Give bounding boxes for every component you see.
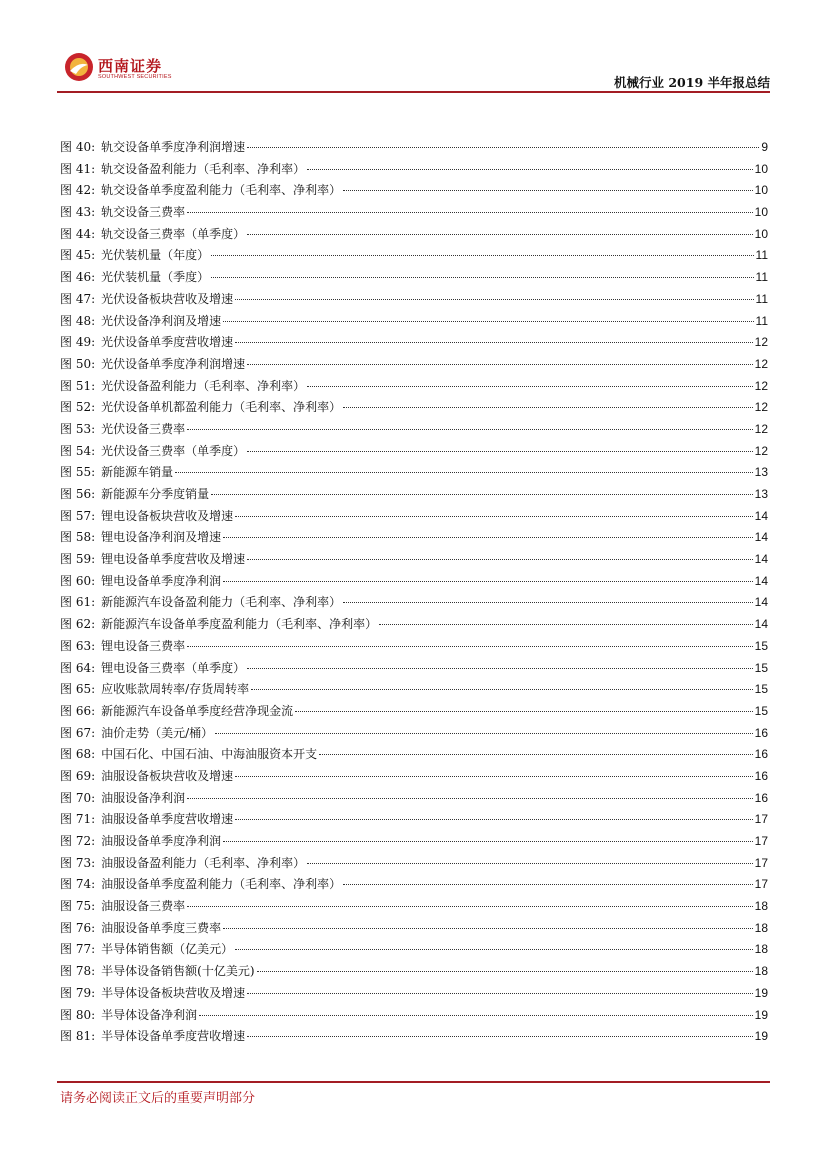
page-number: 14 bbox=[754, 530, 768, 545]
page-number: 18 bbox=[754, 942, 768, 957]
page-number: 12 bbox=[754, 356, 768, 371]
figure-number: 图 66: bbox=[60, 703, 96, 718]
figure-title: 半导体销售额（亿美元） bbox=[101, 942, 234, 957]
toc-entry[interactable] bbox=[60, 463, 768, 485]
figure-number: 图 54: bbox=[60, 443, 96, 458]
page-number: 13 bbox=[754, 487, 768, 501]
toc-entry[interactable] bbox=[60, 702, 768, 724]
figure-title: 光伏设备盈利能力（毛利率、净利率） bbox=[101, 378, 306, 393]
toc-entry[interactable] bbox=[60, 528, 768, 550]
dot-leader bbox=[247, 1036, 752, 1037]
figure-number: 图 61: bbox=[60, 595, 96, 610]
figure-number: 图 63: bbox=[60, 638, 96, 653]
dot-leader bbox=[247, 451, 752, 452]
figure-title: 油服设备单季度盈利能力（毛利率、净利率） bbox=[101, 877, 342, 892]
figure-title: 轨交设备单季度盈利能力（毛利率、净利率） bbox=[101, 183, 342, 198]
page-number: 15 bbox=[754, 638, 768, 653]
toc-entry[interactable] bbox=[60, 355, 768, 377]
page-number: 14 bbox=[754, 573, 768, 588]
page-number: 12 bbox=[754, 378, 768, 393]
figure-number: 图 67: bbox=[60, 725, 96, 740]
toc-entry[interactable] bbox=[60, 268, 768, 290]
dot-leader bbox=[187, 429, 752, 430]
toc-entry[interactable] bbox=[60, 1027, 768, 1049]
dot-leader bbox=[199, 1015, 752, 1016]
toc-entry[interactable] bbox=[60, 442, 768, 464]
figure-title: 油服设备盈利能力（毛利率、净利率） bbox=[101, 855, 306, 870]
page-number: 14 bbox=[754, 552, 768, 567]
page-number: 18 bbox=[754, 899, 768, 914]
page-number: 11 bbox=[755, 248, 768, 263]
page-number: 16 bbox=[754, 725, 768, 740]
page-number: 17 bbox=[754, 812, 768, 827]
page-number: 17 bbox=[754, 855, 768, 870]
figure-title: 光伏设备单机都盈利能力（毛利率、净利率） bbox=[101, 400, 342, 415]
figure-number: 图 58: bbox=[60, 530, 96, 545]
dot-leader bbox=[187, 906, 752, 907]
figure-title: 半导体设备单季度营收增速 bbox=[101, 1029, 246, 1044]
figure-number: 图 57: bbox=[60, 508, 96, 523]
figure-title: 中国石化、中国石油、中海油服资本开支 bbox=[101, 747, 318, 762]
toc-entry[interactable] bbox=[60, 810, 768, 832]
figure-title: 光伏装机量（年度） bbox=[101, 248, 210, 263]
page-number: 13 bbox=[754, 465, 768, 480]
company-logo bbox=[64, 50, 204, 86]
dot-leader bbox=[307, 169, 752, 170]
toc-entry[interactable] bbox=[60, 767, 768, 789]
toc-entry[interactable] bbox=[60, 1006, 768, 1028]
page-number: 14 bbox=[754, 508, 768, 523]
figure-title: 半导体设备销售额(十亿美元) bbox=[101, 964, 255, 979]
toc-entry[interactable] bbox=[60, 225, 768, 247]
toc-entry[interactable] bbox=[60, 984, 768, 1006]
dot-leader bbox=[211, 277, 753, 278]
figure-number: 图 68: bbox=[60, 747, 96, 762]
dot-leader bbox=[247, 993, 752, 994]
toc-entry[interactable] bbox=[60, 680, 768, 702]
toc-entry[interactable] bbox=[60, 507, 768, 529]
figure-number: 图 60: bbox=[60, 573, 96, 588]
figure-title: 光伏装机量（季度） bbox=[101, 270, 210, 285]
figure-number: 图 80: bbox=[60, 1007, 96, 1022]
figure-number: 图 44: bbox=[60, 226, 96, 241]
dot-leader bbox=[235, 516, 752, 517]
figure-title: 光伏设备板块营收及增速 bbox=[101, 291, 234, 306]
figure-number: 图 78: bbox=[60, 964, 96, 979]
dot-leader bbox=[215, 733, 752, 734]
toc-entry[interactable] bbox=[60, 940, 768, 962]
figure-number: 图 56: bbox=[60, 487, 96, 501]
dot-leader bbox=[247, 147, 759, 148]
page-number: 11 bbox=[755, 313, 768, 328]
footer-disclaimer: 请务必阅读正文后的重要声明部分 bbox=[60, 1091, 256, 1106]
toc-entry[interactable] bbox=[60, 659, 768, 681]
page-number: 17 bbox=[754, 834, 768, 848]
dot-leader bbox=[295, 711, 752, 712]
figure-title: 轨交设备盈利能力（毛利率、净利率） bbox=[101, 161, 306, 176]
figure-number: 图 62: bbox=[60, 617, 96, 632]
figure-title: 油服设备板块营收及增速 bbox=[101, 768, 234, 783]
page-number: 10 bbox=[754, 205, 768, 220]
toc-entry[interactable] bbox=[60, 246, 768, 268]
toc-entry[interactable] bbox=[60, 550, 768, 572]
toc-entry[interactable] bbox=[60, 485, 768, 507]
figure-title: 锂电设备单季度净利润 bbox=[101, 573, 222, 588]
figure-number: 图 50: bbox=[60, 356, 96, 371]
figure-title: 轨交设备三费率（单季度） bbox=[101, 226, 246, 241]
footer-divider bbox=[57, 1081, 770, 1083]
figure-number: 图 72: bbox=[60, 834, 96, 848]
page-number: 19 bbox=[754, 985, 768, 1000]
toc-entry[interactable] bbox=[60, 203, 768, 225]
figure-list bbox=[60, 138, 768, 1049]
dot-leader bbox=[223, 321, 753, 322]
page-header bbox=[0, 0, 827, 95]
dot-leader bbox=[235, 819, 752, 820]
figure-title: 锂电设备板块营收及增速 bbox=[101, 508, 234, 523]
figure-title: 油服设备三费率 bbox=[101, 899, 186, 914]
figure-number: 图 45: bbox=[60, 248, 96, 263]
page-number: 9 bbox=[761, 140, 768, 154]
figure-title: 光伏设备单季度营收增速 bbox=[101, 335, 234, 350]
dot-leader bbox=[247, 559, 752, 560]
figure-title: 新能源汽车设备单季度盈利能力（毛利率、净利率） bbox=[101, 617, 378, 632]
figure-number: 图 47: bbox=[60, 291, 96, 306]
figure-number: 图 69: bbox=[60, 768, 96, 783]
figure-number: 图 51: bbox=[60, 378, 96, 393]
page-number: 10 bbox=[754, 183, 768, 198]
dot-leader bbox=[235, 299, 753, 300]
dot-leader bbox=[235, 949, 752, 950]
page-number: 18 bbox=[754, 964, 768, 979]
page-number: 14 bbox=[754, 617, 768, 632]
figure-number: 图 74: bbox=[60, 877, 96, 892]
figure-title: 新能源车销量 bbox=[101, 465, 174, 480]
dot-leader bbox=[187, 646, 752, 647]
toc-entry[interactable] bbox=[60, 138, 768, 160]
figure-title: 油服设备净利润 bbox=[101, 790, 186, 805]
dot-leader bbox=[187, 798, 752, 799]
dot-leader bbox=[343, 602, 752, 603]
dot-leader bbox=[211, 255, 753, 256]
figure-number: 图 70: bbox=[60, 790, 96, 805]
figure-title: 半导体设备净利润 bbox=[101, 1007, 198, 1022]
toc-entry[interactable] bbox=[60, 832, 768, 854]
figure-number: 图 52: bbox=[60, 400, 96, 415]
toc-entry[interactable] bbox=[60, 572, 768, 594]
page-number: 16 bbox=[754, 790, 768, 805]
dot-leader bbox=[251, 689, 752, 690]
report-title: 机械行业 2019 半年报总结 bbox=[614, 75, 770, 90]
page-number: 12 bbox=[754, 421, 768, 436]
header-divider bbox=[57, 91, 770, 93]
dot-leader bbox=[343, 407, 752, 408]
page-number: 11 bbox=[755, 270, 768, 285]
dot-leader bbox=[247, 668, 752, 669]
page-number: 15 bbox=[754, 660, 768, 675]
figure-title: 锂电设备三费率（单季度） bbox=[101, 660, 246, 675]
dot-leader bbox=[223, 537, 752, 538]
dot-leader bbox=[247, 234, 752, 235]
figure-number: 图 53: bbox=[60, 421, 96, 436]
page-number: 12 bbox=[754, 400, 768, 415]
figure-number: 图 64: bbox=[60, 660, 96, 675]
page-number: 10 bbox=[754, 226, 768, 241]
figure-title: 光伏设备净利润及增速 bbox=[101, 313, 222, 328]
page-number: 14 bbox=[754, 595, 768, 610]
logo-english-name: SOUTHWEST SECURITIES bbox=[98, 74, 172, 80]
toc-entry[interactable] bbox=[60, 333, 768, 355]
logo-chinese-name: 西南证券 bbox=[98, 57, 163, 75]
figure-title: 光伏设备单季度净利润增速 bbox=[101, 356, 246, 371]
page-number: 12 bbox=[754, 335, 768, 350]
figure-title: 半导体设备板块营收及增速 bbox=[101, 985, 246, 1000]
dot-leader bbox=[379, 624, 752, 625]
dot-leader bbox=[235, 776, 752, 777]
toc-entry[interactable] bbox=[60, 160, 768, 182]
figure-number: 图 76: bbox=[60, 920, 96, 935]
toc-entry[interactable] bbox=[60, 377, 768, 399]
figure-title: 油服设备单季度营收增速 bbox=[101, 812, 234, 827]
figure-number: 图 59: bbox=[60, 552, 96, 567]
figure-title: 锂电设备单季度营收及增速 bbox=[101, 552, 246, 567]
page-number: 18 bbox=[754, 920, 768, 935]
figure-title: 油价走势（美元/桶） bbox=[101, 725, 214, 740]
figure-title: 油服设备单季度三费率 bbox=[101, 920, 222, 935]
figure-number: 图 48: bbox=[60, 313, 96, 328]
dot-leader bbox=[223, 841, 752, 842]
toc-entry[interactable] bbox=[60, 593, 768, 615]
page-number: 15 bbox=[754, 703, 768, 718]
dot-leader bbox=[247, 364, 752, 365]
dot-leader bbox=[307, 386, 752, 387]
page-number: 12 bbox=[754, 443, 768, 458]
dot-leader bbox=[319, 754, 752, 755]
dot-leader bbox=[343, 190, 752, 191]
page-number: 17 bbox=[754, 877, 768, 892]
page-number: 15 bbox=[754, 682, 768, 697]
figure-number: 图 79: bbox=[60, 985, 96, 1000]
dot-leader bbox=[223, 581, 752, 582]
page-number: 16 bbox=[754, 768, 768, 783]
figure-number: 图 71: bbox=[60, 812, 96, 827]
dot-leader bbox=[223, 928, 752, 929]
dot-leader bbox=[211, 494, 752, 495]
figure-title: 应收账款周转率/存货周转率 bbox=[101, 682, 250, 697]
page-number: 16 bbox=[754, 747, 768, 762]
toc-entry[interactable] bbox=[60, 789, 768, 811]
dot-leader bbox=[343, 884, 752, 885]
toc-entry[interactable] bbox=[60, 290, 768, 312]
figure-title: 光伏设备三费率 bbox=[101, 421, 186, 436]
page-number: 10 bbox=[754, 161, 768, 176]
dot-leader bbox=[187, 212, 752, 213]
toc-entry[interactable] bbox=[60, 962, 768, 984]
figure-number: 图 49: bbox=[60, 335, 96, 350]
figure-title: 油服设备单季度净利润 bbox=[101, 834, 222, 848]
figure-title: 光伏设备三费率（单季度） bbox=[101, 443, 246, 458]
dot-leader bbox=[235, 342, 752, 343]
figure-number: 图 75: bbox=[60, 899, 96, 914]
figure-number: 图 77: bbox=[60, 942, 96, 957]
toc-entry[interactable] bbox=[60, 312, 768, 334]
figure-title: 新能源车分季度销量 bbox=[101, 487, 210, 501]
toc-entry[interactable] bbox=[60, 854, 768, 876]
figure-number: 图 41: bbox=[60, 161, 96, 176]
figure-title: 锂电设备三费率 bbox=[101, 638, 186, 653]
figure-number: 图 81: bbox=[60, 1029, 96, 1044]
figure-number: 图 43: bbox=[60, 205, 96, 220]
dot-leader bbox=[257, 971, 753, 972]
toc-entry[interactable] bbox=[60, 875, 768, 897]
page-number: 19 bbox=[754, 1007, 768, 1022]
toc-entry[interactable] bbox=[60, 637, 768, 659]
toc-entry[interactable] bbox=[60, 615, 768, 637]
dot-leader bbox=[175, 472, 752, 473]
page-number: 11 bbox=[755, 291, 768, 306]
page-number: 19 bbox=[754, 1029, 768, 1044]
figure-title: 新能源汽车设备盈利能力（毛利率、净利率） bbox=[101, 595, 342, 610]
figure-number: 图 42: bbox=[60, 183, 96, 198]
figure-number: 图 73: bbox=[60, 855, 96, 870]
toc-entry[interactable] bbox=[60, 897, 768, 919]
toc-entry[interactable] bbox=[60, 420, 768, 442]
figure-number: 图 46: bbox=[60, 270, 96, 285]
figure-title: 锂电设备净利润及增速 bbox=[101, 530, 222, 545]
toc-entry[interactable] bbox=[60, 919, 768, 941]
figure-title: 轨交设备单季度净利润增速 bbox=[101, 140, 246, 154]
figure-title: 轨交设备三费率 bbox=[101, 205, 186, 220]
toc-entry[interactable] bbox=[60, 745, 768, 767]
toc-entry[interactable] bbox=[60, 181, 768, 203]
figure-number: 图 55: bbox=[60, 465, 96, 480]
figure-number: 图 40: bbox=[60, 140, 96, 154]
toc-entry[interactable] bbox=[60, 724, 768, 746]
logo-mark-icon bbox=[64, 52, 94, 82]
dot-leader bbox=[307, 863, 752, 864]
figure-title: 新能源汽车设备单季度经营净现金流 bbox=[101, 703, 294, 718]
figure-number: 图 65: bbox=[60, 682, 96, 697]
toc-entry[interactable] bbox=[60, 398, 768, 420]
